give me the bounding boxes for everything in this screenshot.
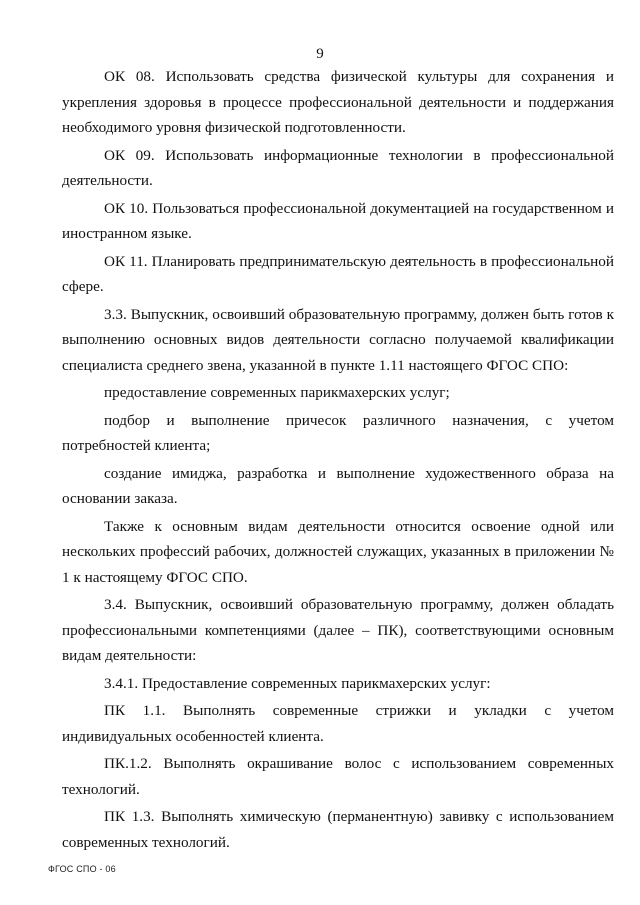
paragraph-pk-1-2: ПК.1.2. Выполнять окрашивание волос с использованием современных технологий. <box>62 755 614 798</box>
list-item-activity-2: подбор и выполнение причесок различного назначения, с учетом потребностей клиента; <box>62 411 614 454</box>
page-number: 9 <box>316 46 324 62</box>
paragraph-ok-09: ОК 09. Использовать информационные технологии в профессиональной деятельности. <box>62 146 614 189</box>
document-body <box>62 64 614 855</box>
paragraph-pk-1-1: ПК 1.1. Выполнять современные стрижки и укладки с учетом индивидуальных особенностей клиента. <box>62 702 614 745</box>
paragraph-3-4-1: 3.4.1. Предоставление современных парикмахерских услуг: <box>104 674 491 692</box>
paragraph-pk-1-3: ПК 1.3. Выполнять химическую (перманентную) завивку с использованием современных технологий. <box>62 808 614 851</box>
paragraph-professions: Также к основным видам деятельности относится освоение одной или нескольких профессий рабочих, должностей служащих, указанных в приложении № 1 к настоящему ФГОС СПО. <box>62 517 614 586</box>
paragraph-ok-08: ОК 08. Использовать средства физической культуры для сохранения и укрепления здоровья в процессе профессиональной деятельности и поддержания необходимого уровня физической подготовленности. <box>62 68 614 136</box>
paragraph-ok-11: ОК 11. Планировать предпринимательскую деятельность в профессиональной сфере. <box>62 252 614 295</box>
document-footer: ФГОС СПО - 06 <box>48 864 116 874</box>
list-item-activity-1: предоставление современных парикмахерских услуг; <box>104 384 450 401</box>
paragraph-3-3: 3.3. Выпускник, освоивший образовательную программу, должен быть готов к выполнению основных видов деятельности согласно получаемой квалификации специалиста среднего звена, указанной в пункте 1.11 настоящего ФГОС СПО: <box>62 305 614 374</box>
paragraph-3-4: 3.4. Выпускник, освоивший образовательную программу, должен обладать профессиональными компетенциями (далее – ПК), соответствующими основным видам деятельности: <box>62 596 614 664</box>
paragraph-ok-10: ОК 10. Пользоваться профессиональной документацией на государственном и иностранном языке. <box>62 199 614 242</box>
list-item-activity-3: создание имиджа, разработка и выполнение художественного образа на основании заказа. <box>62 464 614 507</box>
